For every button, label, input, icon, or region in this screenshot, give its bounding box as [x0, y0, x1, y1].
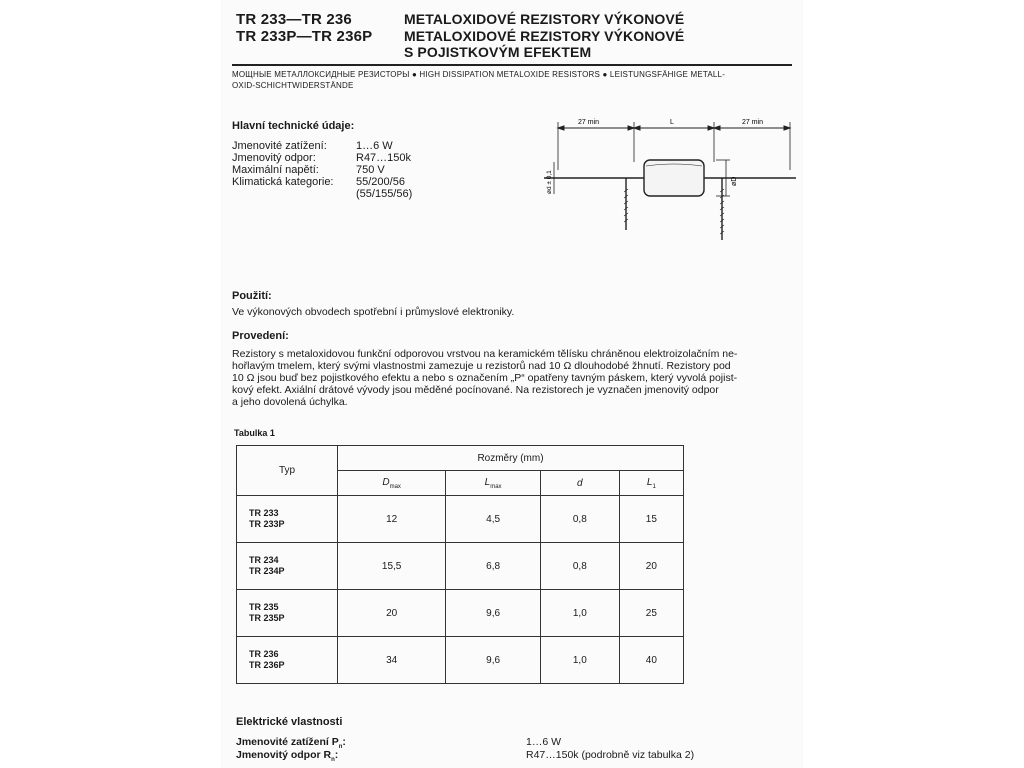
header-rule — [232, 64, 792, 66]
document-page — [222, 0, 802, 768]
type-name: TR 235 — [249, 602, 279, 612]
elec-label-sub: n — [338, 744, 343, 751]
usage-text: Ve výkonových obvodech spotřební i průmyslové elektroniky. — [232, 306, 515, 318]
construction-line: hořlavým tmelem, který svými vlastnostmi zamezuje u rezistorů nad 10 Ω dlouhodobé žhnutí. Rezistory pod — [232, 360, 731, 372]
title-line-1: METALOXIDOVÉ REZISTORY VÝKONOVÉ — [404, 11, 685, 27]
title-line-2: METALOXIDOVÉ REZISTORY VÝKONOVÉ — [404, 28, 685, 44]
col-L-symbol: L — [484, 476, 491, 488]
elec-label-2: Jmenovitý odpor $R_n$: — [236, 749, 339, 764]
spec-label: Jmenovité zatížení: — [232, 140, 327, 152]
title-line-3: S POJISTKOVÝM EFEKTEM — [404, 44, 592, 60]
spec-value: 55/200/56 — [356, 176, 405, 188]
code-line-2: TR 233P—TR 236P — [236, 28, 373, 45]
elec-label-sub: n — [331, 757, 335, 764]
type-name-p: TR 233P — [249, 519, 285, 529]
dim-right-label: 27 min — [742, 119, 764, 126]
cell-L: 9,6 — [446, 637, 541, 684]
cell-d: 1,0 — [540, 590, 619, 637]
dim-d-label: ød ± 0,1 — [546, 170, 553, 194]
type-cell — [237, 543, 338, 590]
spec-value: 1…6 W — [356, 140, 393, 152]
table-row — [237, 637, 684, 684]
cell-L: 6,8 — [446, 543, 541, 590]
spec-value-extra: (55/155/56) — [356, 188, 413, 200]
table-row — [237, 543, 684, 590]
cell-L1: 15 — [619, 496, 683, 543]
cell-d: 0,8 — [540, 496, 619, 543]
type-name-p: TR 234P — [249, 566, 285, 576]
type-name-p: TR 236P — [249, 660, 285, 670]
dim-D-label: øD — [731, 176, 738, 186]
cell-L1: 20 — [619, 543, 683, 590]
cell-d: 0,8 — [540, 543, 619, 590]
elec-label-1: Jmenovité zatížení $P_n$: — [236, 736, 346, 751]
table-row — [237, 590, 684, 637]
cell-L1: 40 — [619, 637, 683, 684]
elec-value-2: R47…150k (podrobně viz tabulka 2) — [526, 749, 695, 761]
type-cell — [237, 496, 338, 543]
dim-left-label: 27 min — [578, 119, 600, 126]
construction-heading: Provedení: — [232, 330, 289, 342]
cell-D: 34 — [338, 637, 446, 684]
type-cell — [237, 637, 338, 684]
col-d-header: d — [540, 471, 619, 496]
dimensions-table — [236, 445, 684, 684]
col-L-header — [446, 471, 541, 496]
spec-label: Klimatická kategorie: — [232, 176, 334, 188]
type-cell — [237, 590, 338, 637]
col-D-symbol: D — [382, 476, 390, 488]
col-L1-header — [619, 471, 683, 496]
construction-line: 10 Ω jsou buď bez pojistkového efektu a nebo s označením „P“ opatřeny tavným páskem, který vyvolá pojist- — [232, 372, 738, 384]
type-name: TR 233 — [249, 508, 279, 518]
col-L1-symbol: L — [646, 476, 653, 488]
col-D-sub: max — [389, 483, 401, 490]
construction-line: a jeho dovolená úchylka. — [232, 396, 348, 408]
col-group-header: Rozměry (mm) — [338, 446, 684, 471]
main-specs-heading: Hlavní technické údaje: — [232, 120, 355, 132]
subtitle-line-1: МОЩНЫЕ МЕТАЛЛОКСИДНЫЕ РЕЗИСТОРЫ ● HIGH DISSIPATION METALOXIDE RESISTORS ● LEISTUNGSFÄHIGE METALL- — [232, 70, 726, 79]
construction-line: kový efekt. Axiální drátové vývody jsou měděné pocínované. Na rezistorech je vyznačen jmenovitý odpor — [232, 384, 719, 396]
spec-label: Jmenovitý odpor: — [232, 152, 316, 164]
spec-value: R47…150k — [356, 152, 412, 164]
resistor-drawing — [540, 112, 800, 252]
col-type-header: Typ — [237, 446, 338, 496]
col-L1-sub: 1 — [652, 483, 656, 490]
cell-D: 20 — [338, 590, 446, 637]
code-line-1: TR 233—TR 236 — [236, 11, 352, 28]
usage-heading: Použití: — [232, 290, 272, 302]
subtitle-line-2: OXID-SCHICHTWIDERSTÄNDE — [232, 81, 354, 90]
col-L-sub: max — [490, 483, 502, 490]
table-label: Tabulka 1 — [234, 428, 275, 438]
spec-value: 750 V — [356, 164, 385, 176]
elec-label-text: Jmenovitý odpor R — [236, 749, 332, 761]
cell-L1: 25 — [619, 590, 683, 637]
elec-label-text: Jmenovité zatížení P — [236, 736, 339, 748]
cell-D: 12 — [338, 496, 446, 543]
electrical-heading: Elektrické vlastnosti — [236, 716, 343, 728]
elec-value-1: 1…6 W — [526, 736, 562, 748]
cell-D: 15,5 — [338, 543, 446, 590]
cell-L: 4,5 — [446, 496, 541, 543]
col-D-header — [338, 471, 446, 496]
type-name: TR 236 — [249, 649, 279, 659]
table-row — [237, 496, 684, 543]
construction-line: Rezistory s metaloxidovou funkční odporovou vrstvou na keramickém tělísku chráněnou elektroizolačním ne- — [232, 348, 738, 360]
spec-label: Maximální napětí: — [232, 164, 319, 176]
cell-L: 9,6 — [446, 590, 541, 637]
dim-mid-label: L — [670, 119, 674, 126]
cell-d: 1,0 — [540, 637, 619, 684]
type-name-p: TR 235P — [249, 613, 285, 623]
type-name: TR 234 — [249, 555, 279, 565]
